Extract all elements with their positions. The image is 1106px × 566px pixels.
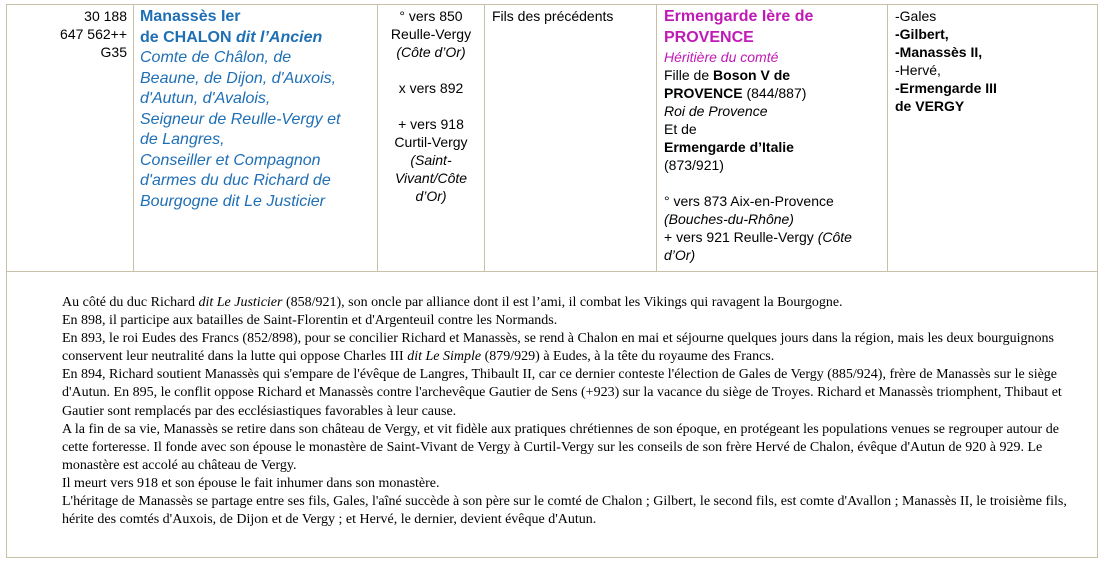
bio-paragraph: A la fin de sa vie, Manassès se retire dans son château de Vergy, et vit fidèle aux pratiques chrétiennes de son époque, en protégeant les populations venues se regrouper autour de cette forteresse. Il fonde avec son épouse le monastère de Saint-Vivant de Vergy à Curtil-Vergy sur les conseils de son frère Hervé de Chalon, évêque d'Autun de 920 à 929. Le monastère est accolé au château de Vergy.: [62, 421, 1059, 473]
spouse-father: PROVENCE (844/887): [664, 85, 807, 101]
spouse-birth-region: (Bouches-du-Rhône): [664, 211, 794, 227]
marriage-date: x vers 892: [398, 80, 464, 96]
bio-paragraph: Il meurt vers 918 et son épouse le fait inhumer dans son monastère.: [62, 475, 440, 491]
birth-place: Reulle-Vergy: [390, 26, 472, 42]
bio-paragraph: En 898, il participe aux batailles de Saint-Florentin et d'Argenteuil contre les Normands.: [62, 313, 558, 329]
spouse-cell: [657, 5, 888, 271]
biography-text: [62, 294, 1082, 529]
spouse-death: + vers 921 Reulle-Vergy (Côte: [664, 229, 852, 245]
person-surname: de CHALON dit l’Ancien: [140, 28, 323, 46]
spouse-father: Fille de Boson V de: [664, 67, 791, 83]
spouse-subtitle: Héritière du comté: [664, 49, 779, 65]
death-region: (Saint-: [410, 152, 452, 168]
spouse-mother-dates: (873/921): [664, 157, 724, 173]
dates-cell: [378, 5, 485, 271]
child-item: -Hervé,: [895, 62, 941, 78]
death-region: Vivant/Côte: [394, 170, 468, 186]
person-title: Beaune, de Dijon, d'Auxois,: [140, 69, 337, 87]
spouse-birth: ° vers 873 Aix-en-Provence: [664, 193, 834, 209]
reference-cell: [7, 5, 134, 271]
spouse-mother: Ermengarde d’Italie: [664, 139, 794, 155]
child-item: -Gilbert,: [895, 26, 949, 42]
spouse-et-de: Et de: [664, 121, 697, 137]
child-item: -Ermengarde III: [895, 80, 997, 96]
spouse-death-region: d’Or): [664, 247, 696, 263]
person-title: d'Autun, d'Avalois,: [140, 90, 271, 107]
children-cell: [888, 5, 1097, 271]
reference-number: 30 188: [84, 8, 127, 24]
person-name: Manassès Ier: [140, 8, 241, 25]
death-place: Curtil-Vergy: [394, 134, 468, 150]
person-title: de Langres,: [140, 131, 225, 148]
spouse-name: PROVENCE: [664, 28, 754, 46]
person-cell: [134, 5, 378, 271]
death-region: d’Or): [415, 188, 447, 204]
bio-paragraph: En 894, Richard soutient Manassès qui s'empare de l'évêque de Langres, Thibault II, car ce dernier conteste l'élection de Gales de Vergy (885/924), frère de Manassès sur le siège d'Autun. En 895, le conflit oppose Richard et Manassès contre l'archevêque Gautier de Sens (+923) sur la vacance du siège de Troyes. Richard et Manassès triomphent, Thibaut et Gautier sont remplacés par des ecclésiastiques favorables à leur cause.: [62, 367, 1062, 419]
birth-region: (Côte d’Or): [396, 44, 466, 60]
reference-number: 647 562++: [60, 26, 127, 42]
spouse-father-title: Roi de Provence: [664, 103, 768, 119]
person-title: d'armes du duc Richard de: [140, 172, 331, 189]
generation-code: G35: [100, 44, 127, 60]
genealogy-row: [7, 5, 1097, 272]
birth-date: ° vers 850: [399, 8, 463, 24]
parents-cell: [485, 5, 657, 271]
child-item: de VERGY: [895, 98, 965, 114]
parents-text: Fils des précédents: [492, 8, 614, 24]
spouse-name: Ermengarde Ière de: [664, 8, 814, 25]
child-item: -Gales: [895, 8, 937, 24]
person-title: Conseiller et Compagnon: [140, 151, 321, 169]
bio-paragraph: Au côté du duc Richard dit Le Justicier (858/921), son oncle par alliance dont il est l’ami, il combat les Vikings qui ravagent la Bourgogne.: [62, 295, 843, 310]
death-date: + vers 918: [398, 116, 464, 132]
bio-paragraph: L'héritage de Manassès se partage entre ses fils, Gales, l'aîné succède à son père sur le comté de Chalon ; Gilbert, le second fils, est comte d'Avallon ; Manassès II, le troisième fils, hérite des comtés d'Auxois, de Dijon et de Vergy ; et Hervé, le dernier, devient évêque d'Autun.: [62, 494, 1067, 528]
bio-paragraph: En 893, le roi Eudes des Francs (852/898), pour se concilier Richard et Manassès, se rend à Chalon en mai et séjourne quelques jours dans la région, mais les deux bourguignons conservent leur neutralité dans la lutte qui oppose Charles III dit Le Simple (879/929) à Eudes, à la tête du royaume des Francs.: [62, 331, 1054, 365]
person-title: Bourgogne dit Le Justicier: [140, 192, 325, 210]
child-item: -Manassès II,: [895, 44, 983, 60]
person-title: Seigneur de Reulle-Vergy et: [140, 110, 341, 128]
person-title: Comte de Châlon, de: [140, 49, 292, 66]
